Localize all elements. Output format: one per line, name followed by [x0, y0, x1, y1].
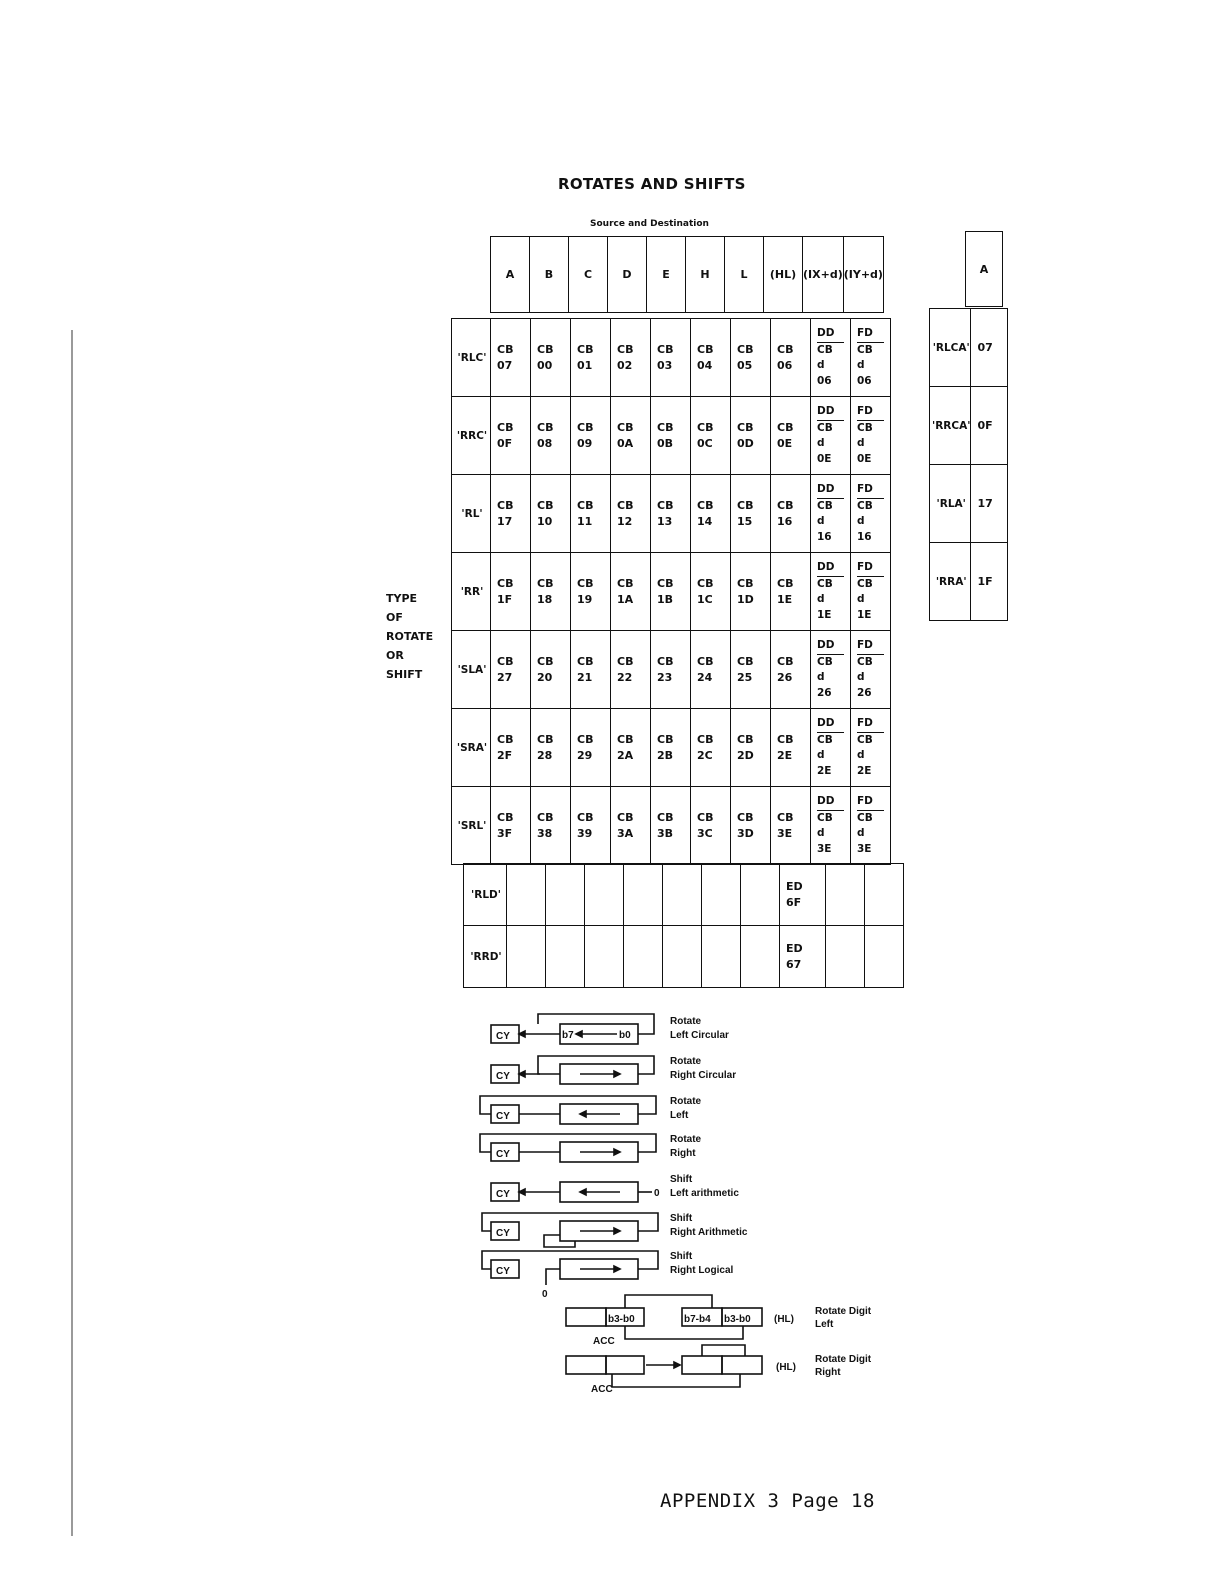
- zero-label: 0: [542, 1289, 548, 1300]
- opcode-cell: CB 1E: [771, 553, 811, 631]
- opcode-cell: ED 67: [780, 926, 826, 988]
- opcode-cell-iy: FD CB d 1E: [851, 553, 891, 631]
- opcode-cell-ix: DD CB d 3E: [811, 787, 851, 865]
- row-label-rrd: 'RRD': [464, 926, 507, 988]
- acc-opcode-cell: 17: [971, 465, 1008, 543]
- cy-label: CY: [496, 1111, 510, 1122]
- nibble-label: b3-b0: [608, 1314, 635, 1325]
- opcode-cell: CB 3A: [611, 787, 651, 865]
- col-header-hl: (HL): [764, 237, 803, 313]
- cy-label: CY: [496, 1266, 510, 1277]
- cy-label: CY: [496, 1149, 510, 1160]
- col-header-a: A: [491, 237, 530, 313]
- opcode-cell-ix: DD CB d 1E: [811, 553, 851, 631]
- opcode-cell: CB 0D: [731, 397, 771, 475]
- diagram-subtitle: Right Logical: [670, 1265, 734, 1276]
- opcode-cell: CB 39: [571, 787, 611, 865]
- bit-label: b7: [562, 1030, 574, 1041]
- opcode-cell: CB 23: [651, 631, 691, 709]
- opcode-cell: CB 18: [531, 553, 571, 631]
- opcode-cell: CB 01: [571, 319, 611, 397]
- opcode-cell-ix: DD CB d 0E: [811, 397, 851, 475]
- opcode-cell: CB 22: [611, 631, 651, 709]
- row-axis-label: TYPE OF ROTATE OR SHIFT: [386, 592, 434, 681]
- zero-label: 0: [654, 1188, 660, 1199]
- opcode-cell: CB 28: [531, 709, 571, 787]
- row-label: 'SRL': [452, 787, 491, 865]
- acc-row-label: 'RLCA': [930, 309, 971, 387]
- opcode-cell: CB 2F: [491, 709, 531, 787]
- opcode-cell: CB 3F: [491, 787, 531, 865]
- nibble-label: b7-b4: [684, 1314, 711, 1325]
- opcode-cell: CB 2D: [731, 709, 771, 787]
- opcode-cell: ED 6F: [780, 864, 826, 926]
- opcode-cell: CB 0C: [691, 397, 731, 475]
- opcode-cell: CB 1F: [491, 553, 531, 631]
- opcode-cell-ix: DD CB d 26: [811, 631, 851, 709]
- opcode-cell: CB 02: [611, 319, 651, 397]
- col-header-ix: (IX+d): [803, 237, 844, 313]
- opcode-cell: CB 3E: [771, 787, 811, 865]
- diagram-title: Rotate Digit: [815, 1306, 872, 1317]
- opcode-cell: CB 25: [731, 631, 771, 709]
- opcode-cell-iy: FD CB d 0E: [851, 397, 891, 475]
- diagram-subtitle: Left: [815, 1319, 834, 1330]
- diagram-title: Rotate: [670, 1016, 702, 1027]
- opcode-cell: CB 08: [531, 397, 571, 475]
- diagram-subtitle: Right: [815, 1367, 841, 1378]
- col-header-e: E: [647, 237, 686, 313]
- diagram-title: Rotate Digit: [815, 1354, 872, 1365]
- opcode-cell: CB 1A: [611, 553, 651, 631]
- col-header-l: L: [725, 237, 764, 313]
- opcode-cell: CB 1C: [691, 553, 731, 631]
- opcode-cell-iy: FD CB d 06: [851, 319, 891, 397]
- diagram-title: Shift: [670, 1213, 693, 1224]
- cy-label: CY: [496, 1031, 510, 1042]
- bit-label: b0: [619, 1030, 631, 1041]
- opcode-cell-ix: DD CB d 2E: [811, 709, 851, 787]
- row-label: 'SRA': [452, 709, 491, 787]
- opcode-cell: CB 07: [491, 319, 531, 397]
- cy-label: CY: [496, 1071, 510, 1082]
- opcode-cell: CB 0F: [491, 397, 531, 475]
- table-subtitle: Source and Destination: [590, 219, 709, 229]
- opcode-cell: CB 14: [691, 475, 731, 553]
- col-header-h: H: [686, 237, 725, 313]
- opcode-cell: CB 19: [571, 553, 611, 631]
- acc-opcode-cell: 1F: [971, 543, 1008, 621]
- opcode-cell-iy: FD CB d 26: [851, 631, 891, 709]
- row-label: 'RL': [452, 475, 491, 553]
- opcode-cell: CB 26: [771, 631, 811, 709]
- opcode-cell: CB 11: [571, 475, 611, 553]
- acc-opcode-cell: 07: [971, 309, 1008, 387]
- cy-label: CY: [496, 1189, 510, 1200]
- opcode-cell: CB 3C: [691, 787, 731, 865]
- opcode-cell: CB 24: [691, 631, 731, 709]
- opcode-cell: CB 00: [531, 319, 571, 397]
- opcode-cell: CB 0B: [651, 397, 691, 475]
- opcode-cell: CB 29: [571, 709, 611, 787]
- opcode-cell: CB 12: [611, 475, 651, 553]
- acc-row-label: 'RLA': [930, 465, 971, 543]
- diagram-title: Rotate: [670, 1134, 702, 1145]
- opcode-cell: CB 0E: [771, 397, 811, 475]
- opcode-cell: CB 04: [691, 319, 731, 397]
- diagram-title: Rotate: [670, 1056, 702, 1067]
- row-label: 'SLA': [452, 631, 491, 709]
- col-header-iy: (IY+d): [843, 237, 883, 313]
- opcode-cell: CB 09: [571, 397, 611, 475]
- page-footer: APPENDIX 3 Page 18: [660, 1490, 875, 1512]
- page-title: ROTATES AND SHIFTS: [558, 175, 746, 193]
- nibble-label: b3-b0: [724, 1314, 751, 1325]
- hl-label: (HL): [774, 1314, 794, 1325]
- opcode-cell: CB 1B: [651, 553, 691, 631]
- opcode-cell-iy: FD CB d 2E: [851, 709, 891, 787]
- opcode-cell-ix: DD CB d 06: [811, 319, 851, 397]
- diagram-subtitle: Left arithmetic: [670, 1188, 739, 1199]
- opcode-cell: CB 06: [771, 319, 811, 397]
- hl-label: (HL): [776, 1362, 796, 1373]
- row-label: 'RR': [452, 553, 491, 631]
- col-header-b: B: [530, 237, 569, 313]
- row-label: 'RLC': [452, 319, 491, 397]
- opcode-cell: CB 3D: [731, 787, 771, 865]
- diagram-subtitle: Left: [670, 1110, 689, 1121]
- opcode-cell: CB 3B: [651, 787, 691, 865]
- row-label: 'RRC': [452, 397, 491, 475]
- opcode-cell: CB 1D: [731, 553, 771, 631]
- opcode-cell: CB 2C: [691, 709, 731, 787]
- opcode-cell: CB 2A: [611, 709, 651, 787]
- diagram-title: Shift: [670, 1174, 693, 1185]
- opcode-cell: CB 05: [731, 319, 771, 397]
- acc-row-label: 'RRA': [930, 543, 971, 621]
- diagram-subtitle: Left Circular: [670, 1030, 729, 1041]
- acc-label: ACC: [593, 1336, 615, 1347]
- acc-row-label: 'RRCA': [930, 387, 971, 465]
- opcode-cell: CB 38: [531, 787, 571, 865]
- opcode-cell: CB 21: [571, 631, 611, 709]
- opcode-cell-ix: DD CB d 16: [811, 475, 851, 553]
- acc-col-header: A: [966, 232, 1003, 307]
- diagram-title: Rotate: [670, 1096, 702, 1107]
- opcode-cell-iy: FD CB d 16: [851, 475, 891, 553]
- opcode-cell: CB 2B: [651, 709, 691, 787]
- opcode-cell: CB 27: [491, 631, 531, 709]
- diagram-subtitle: Right Circular: [670, 1070, 737, 1081]
- col-header-c: C: [569, 237, 608, 313]
- opcode-cell: CB 10: [531, 475, 571, 553]
- opcode-cell: CB 13: [651, 475, 691, 553]
- opcode-cell: CB 0A: [611, 397, 651, 475]
- opcode-cell: CB 17: [491, 475, 531, 553]
- acc-label: ACC: [591, 1384, 613, 1395]
- opcode-cell: CB 16: [771, 475, 811, 553]
- row-label-rld: 'RLD': [464, 864, 507, 926]
- diagram-title: Shift: [670, 1251, 693, 1262]
- diagram-subtitle: Right: [670, 1148, 696, 1159]
- opcode-cell: CB 2E: [771, 709, 811, 787]
- opcode-cell: CB 20: [531, 631, 571, 709]
- opcode-cell-iy: FD CB d 3E: [851, 787, 891, 865]
- diagram-subtitle: Right Arithmetic: [670, 1227, 748, 1238]
- cy-label: CY: [496, 1228, 510, 1239]
- opcode-cell: CB 15: [731, 475, 771, 553]
- opcode-cell: CB 03: [651, 319, 691, 397]
- col-header-d: D: [608, 237, 647, 313]
- acc-opcode-cell: 0F: [971, 387, 1008, 465]
